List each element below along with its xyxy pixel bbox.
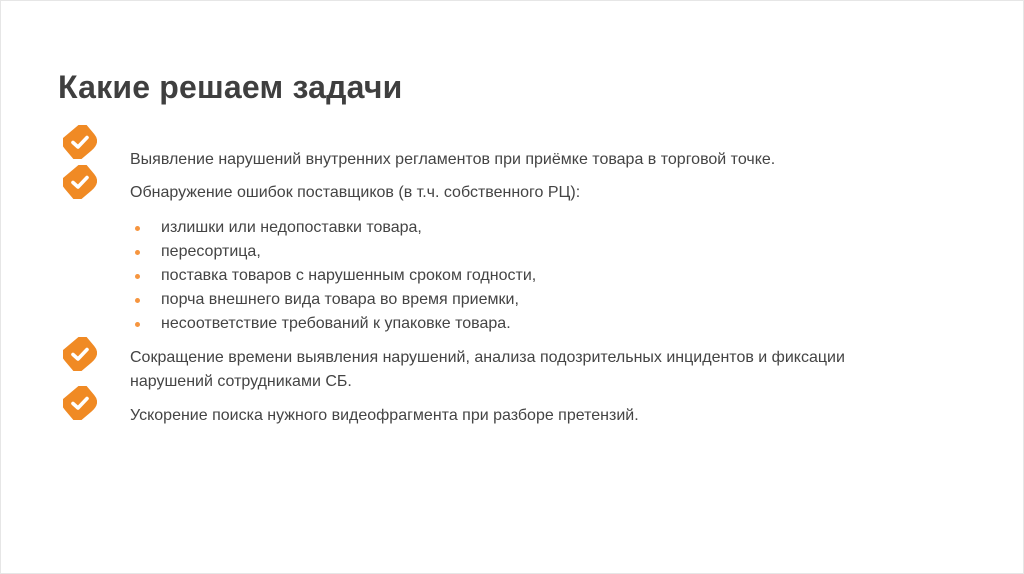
bullet-dot-icon: [135, 274, 140, 279]
item-text: Ускорение поиска нужного видеофрагмента при разборе претензий.: [130, 407, 639, 424]
sub-bullet-list: [130, 216, 536, 336]
bullet-dot-icon: [135, 226, 140, 231]
item-text: Обнаружение ошибок поставщиков (в т.ч. собственного РЦ):: [130, 184, 581, 201]
sub-bullet-item: порча внешнего вида товара во время приемки,: [130, 288, 536, 312]
check-badge-icon: [63, 386, 97, 420]
bullet-dot-icon: [135, 298, 140, 303]
bullet-dot-icon: [135, 250, 140, 255]
check-badge-icon: [63, 337, 97, 371]
slide-title: Какие решаем задачи: [58, 69, 403, 105]
check-badge-icon: [63, 125, 97, 159]
bullet-dot-icon: [135, 322, 140, 327]
sub-bullet-item: пересортица,: [130, 240, 536, 264]
item-text: Сокращение времени выявления нарушений, анализа подозрительных инцидентов и фиксации нарушений сотрудниками СБ.: [130, 349, 845, 390]
sub-bullet-item: поставка товаров с нарушенным сроком годности,: [130, 264, 536, 288]
sub-bullet-item: несоответствие требований к упаковке товара.: [130, 312, 536, 336]
check-badge-icon: [63, 165, 97, 199]
item-text: Выявление нарушений внутренних регламентов при приёмке товара в торговой точке.: [130, 151, 776, 168]
sub-bullet-item: излишки или недопоставки товара,: [130, 216, 536, 240]
